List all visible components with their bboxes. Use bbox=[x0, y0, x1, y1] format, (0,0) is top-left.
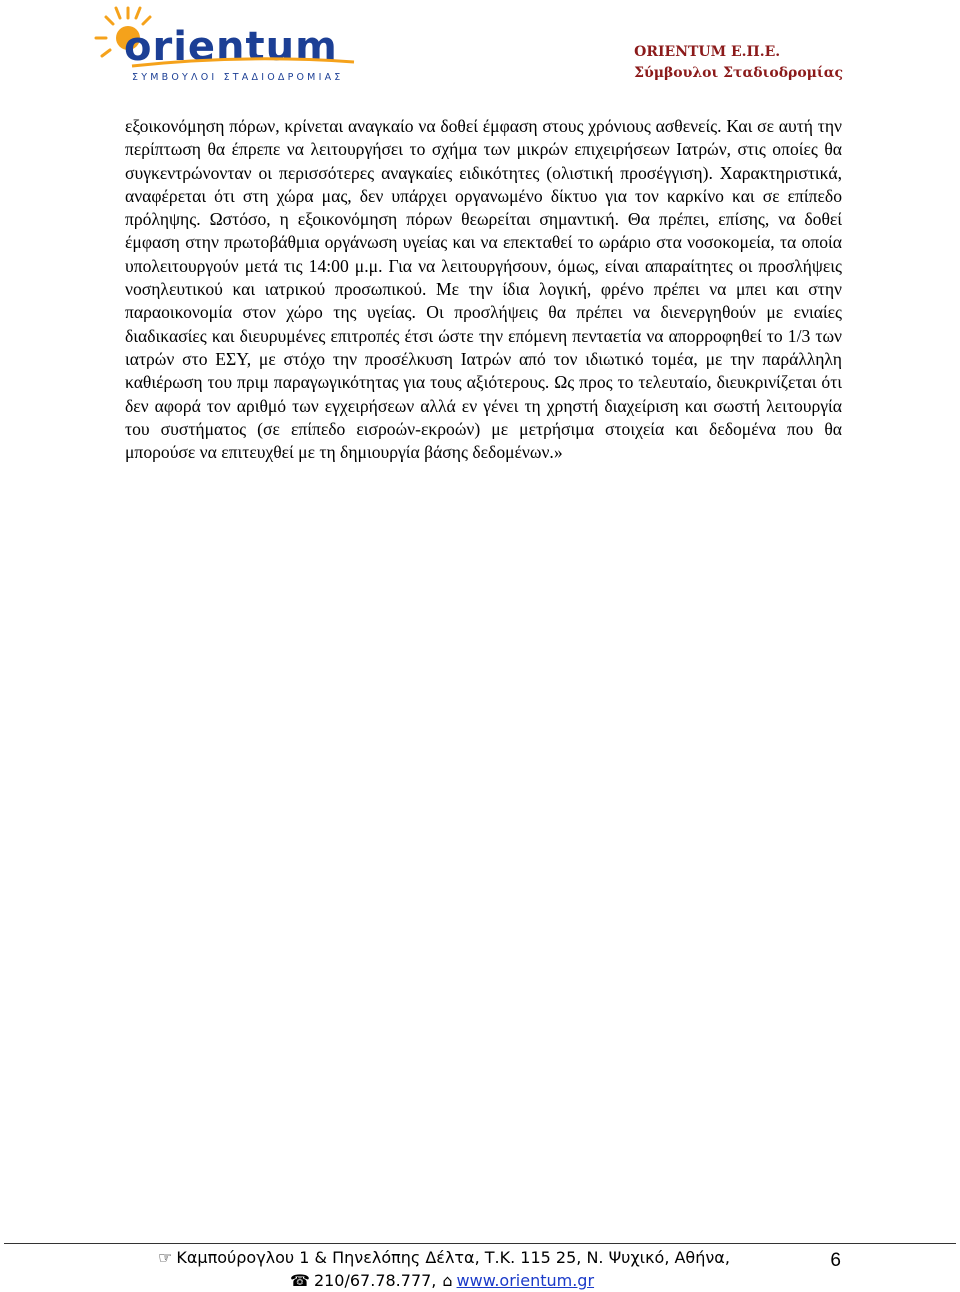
footer bbox=[158, 1246, 758, 1292]
company-header bbox=[634, 42, 843, 84]
pointing-hand-icon: ☞ bbox=[158, 1248, 173, 1267]
page-number: 6 bbox=[830, 1250, 841, 1271]
footer-divider bbox=[4, 1243, 956, 1244]
logo-tagline: ΣΥΜΒΟΥΛΟΙ ΣΤΑΔΙΟΔΡΟΜΙΑΣ bbox=[132, 72, 344, 83]
company-subtitle: Σύμβουλοι Σταδιοδρομίας bbox=[634, 65, 843, 81]
website-link[interactable]: www.orientum.gr bbox=[456, 1271, 595, 1290]
phone-icon: ☎ bbox=[290, 1271, 310, 1290]
web-icon: ⌂ bbox=[442, 1271, 453, 1290]
footer-phone: 210/67.78.777, bbox=[313, 1271, 437, 1290]
logo-wordmark: orientum bbox=[124, 24, 338, 70]
footer-address: Καμπούρογλου 1 & Πηνελόπης Δέλτα, Τ.Κ. 115 25, Ν. Ψυχικό, Αθήνα, bbox=[176, 1248, 730, 1267]
orientum-logo bbox=[92, 4, 362, 86]
body-paragraph: εξοικονόμηση πόρων, κρίνεται αναγκαίο να δοθεί έμφαση στους χρόνιους ασθενείς. Και σε αυτή την περίπτωση θα έπρεπε να λειτουργήσει το σχήμα των μικρών επιχειρήσεων Ιατρών, στις οποίες θα συγκεντρώνονταν οι περισσότερες αναγκαίες ειδικότητες (ολιστική προσέγγιση). Χαρακτηριστικά, αναφέρεται ότι στη χώρα μας, δεν υπάρχει οργανωμένο δίκτυο για τον καρκίνο και σε επίπεδο πρόληψης. Ωστόσο, η εξοικονόμηση πόρων θεωρείται σημαντική. Θα πρέπει, επίσης, να δοθεί έμφαση στην πρωτοβάθμια οργάνωση υγείας και να επεκταθεί το ωράριο στα νοσοκομεία, τα οποία υπολειτουργούν μετά τις 14:00 μ.μ. Για να λειτουργήσουν, όμως, είναι απαραίτητες οι προσλήψεις νοσηλευτικού και ιατρικού προσωπικού. Με την ίδια λογική, φρένο πρέπει να μπει και στην παραοικονομία στον χώρο της υγείας. Οι προσλήψεις θα πρέπει να διενεργηθούν με ενιαίες διαδικασίες και διευρυμένες επιτροπές έτσι ώστε την επόμενη πενταετία να απορροφηθεί το 1/3 των ιατρών στο ΕΣΥ, με στόχο την προσέλκυση Ιατρών από τον ιδιωτικό τομέα, με την παράλληλη καθιέρωση του πριμ παραγωγικότητας για τους αξιότερους. Ως προς το τελευταίο, διευκρινίζεται ότι δεν αφορά τον αριθμό των εγχειρήσεων αλλά εν γένει τη χρηστή διαχείριση και σωστή λειτουργία του συστήματος (σε επίπεδο εισροών-εκροών) με μετρήσιμα στοιχεία και δεδομένα που θα μπορούσε να επιτευχθεί με τη δημιουργία βάσης δεδομένων.» bbox=[125, 116, 842, 463]
company-name: ORIENTUM Ε.Π.Ε. bbox=[634, 44, 781, 60]
document-body bbox=[125, 115, 842, 464]
